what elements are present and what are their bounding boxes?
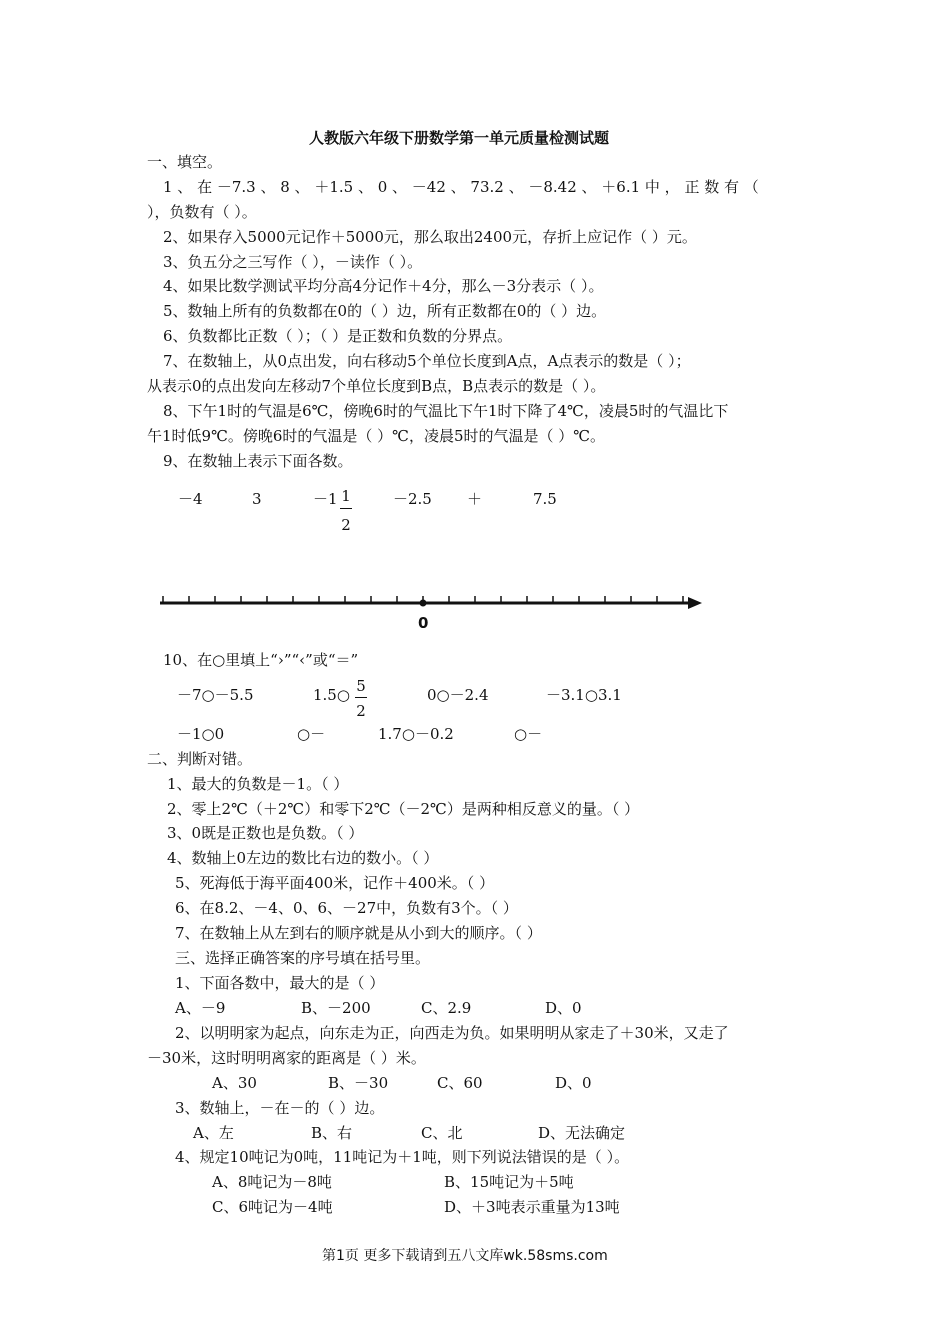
choice-q3: 3、数轴上，－在－的（ ）边。 — [175, 1099, 385, 1117]
choice-option: D、＋3吨表示重量为13吨 — [444, 1198, 620, 1216]
choice-q4: 4、规定10吨记为0吨，11吨记为＋1吨，则下列说法错误的是（ ）。 — [175, 1148, 630, 1166]
q10-fraction-numerator: 5 — [356, 677, 366, 695]
q10-item: ○－ — [297, 725, 326, 743]
choice-option: D、0 — [545, 999, 582, 1017]
q9-fraction-denominator: 2 — [341, 516, 351, 534]
q9-number: ＋ — [467, 490, 483, 508]
q9-number: 7.5 — [533, 490, 557, 508]
choice-q2-line2: －30米，这时明明离家的距离是（ ）米。 — [147, 1049, 426, 1067]
choice-option: B、右 — [311, 1124, 353, 1142]
q10-item: －7○－5.5 — [177, 686, 254, 704]
judge-item: 1、最大的负数是－1。（ ） — [167, 775, 349, 793]
choice-option: A、30 — [212, 1074, 257, 1092]
q10-item: －1○0 — [177, 725, 225, 743]
q10-fraction-denominator: 2 — [356, 702, 366, 720]
q5: 5、数轴上所有的负数都在0的（ ）边，所有正数都在0的（ ）边。 — [163, 302, 607, 320]
q9-fraction-numerator: 1 — [341, 487, 351, 505]
choice-option: C、60 — [437, 1074, 483, 1092]
choice-q2-line1: 2、以明明家为起点，向东走为正，向西走为负。如果明明从家走了＋30米，又走了 — [175, 1024, 729, 1042]
choice-option: A、8吨记为－8吨 — [212, 1173, 332, 1191]
judge-item: 2、零上2℃（＋2℃）和零下2℃（－2℃）是两种相反意义的量。（ ） — [167, 800, 640, 818]
axis-zero-label: 0 — [418, 614, 429, 632]
q9-number: 3 — [252, 490, 262, 508]
q10-item: 1.5○ — [313, 686, 350, 704]
choice-option: D、无法确定 — [538, 1124, 626, 1142]
choice-option: A、－9 — [175, 999, 226, 1017]
section2-heading: 二、判断对错。 — [147, 750, 253, 768]
choice-q1: 1、下面各数中，最大的是（ ） — [175, 974, 385, 992]
q9-fraction-bar — [340, 508, 352, 509]
number-line — [150, 588, 710, 638]
judge-item: 3、0既是正数也是负数。（ ） — [167, 824, 364, 842]
choice-option: A、左 — [193, 1124, 234, 1142]
q3: 3、负五分之三写作（ ），－读作（ ）。 — [163, 253, 423, 271]
q4: 4、如果比数学测试平均分高4分记作＋4分，那么－3分表示（ ）。 — [163, 277, 604, 295]
number-line-origin — [420, 600, 427, 607]
q9-number: －2.5 — [393, 490, 432, 508]
q1-line2: ），负数有（ ）。 — [147, 203, 257, 221]
q7-line2: 从表示0的点出发向左移动7个单位长度到B点，B点表示的数是（ ）。 — [147, 377, 606, 395]
q10-item: 1.7○－0.2 — [378, 725, 454, 743]
q6: 6、负数都比正数（ ）；（ ）是正数和负数的分界点。 — [163, 327, 513, 345]
judge-item: 6、在8.2、－4、0、6、－27中，负数有3个。（ ） — [175, 899, 518, 917]
q9-number: －4 — [178, 490, 203, 508]
q9: 9、在数轴上表示下面各数。 — [163, 452, 353, 470]
q10: 10、在○里填上“›”“‹”或“＝” — [163, 651, 359, 669]
q7-line1: 7、在数轴上，从0点出发，向右移动5个单位长度到A点，A点表示的数是（ ）； — [163, 352, 691, 370]
page-footer: 第1页 更多下载请到五八文库wk.58sms.com — [322, 1248, 608, 1264]
q2: 2、如果存入5000元记作＋5000元，那么取出2400元，存折上应记作（ ）元。 — [163, 228, 697, 246]
judge-item: 7、在数轴上从左到右的顺序就是从小到大的顺序。（ ） — [175, 924, 542, 942]
q10-fraction-bar — [355, 697, 367, 698]
choice-option: B、－200 — [301, 999, 371, 1017]
page-title: 人教版六年级下册数学第一单元质量检测试题 — [309, 129, 610, 147]
choice-option: B、15吨记为＋5吨 — [444, 1173, 574, 1191]
judge-item: 5、死海低于海平面400米，记作＋400米。（ ） — [175, 874, 495, 892]
choice-option: C、2.9 — [421, 999, 472, 1017]
number-line-arrow — [688, 597, 702, 609]
choice-option: C、北 — [421, 1124, 463, 1142]
q8-line2: 午1时低9℃。傍晚6时的气温是（ ）℃，凌晨5时的气温是（ ）℃。 — [147, 427, 606, 445]
judge-item: 4、数轴上0左边的数比右边的数小。（ ） — [167, 849, 439, 867]
section1-heading: 一、填空。 — [147, 153, 223, 171]
q10-item: ○－ — [514, 725, 543, 743]
q9-number: －1 — [313, 490, 338, 508]
q8-line1: 8、下午1时的气温是6℃，傍晚6时的气温比下午1时下降了4℃，凌晨5时的气温比下 — [163, 402, 729, 420]
choice-option: C、6吨记为－4吨 — [212, 1198, 333, 1216]
q10-item: 0○－2.4 — [427, 686, 489, 704]
q10-item: －3.1○3.1 — [546, 686, 622, 704]
section3-heading: 三、选择正确答案的序号填在括号里。 — [175, 949, 431, 967]
choice-option: D、0 — [555, 1074, 592, 1092]
q1-line1: 1 、 在 －7.3 、 8 、 ＋1.5 、 0 、 －42 、 73.2 、 －8.42 、 ＋6.1 中 ， 正 数 有 （ — [163, 178, 759, 196]
choice-option: B、－30 — [328, 1074, 389, 1092]
